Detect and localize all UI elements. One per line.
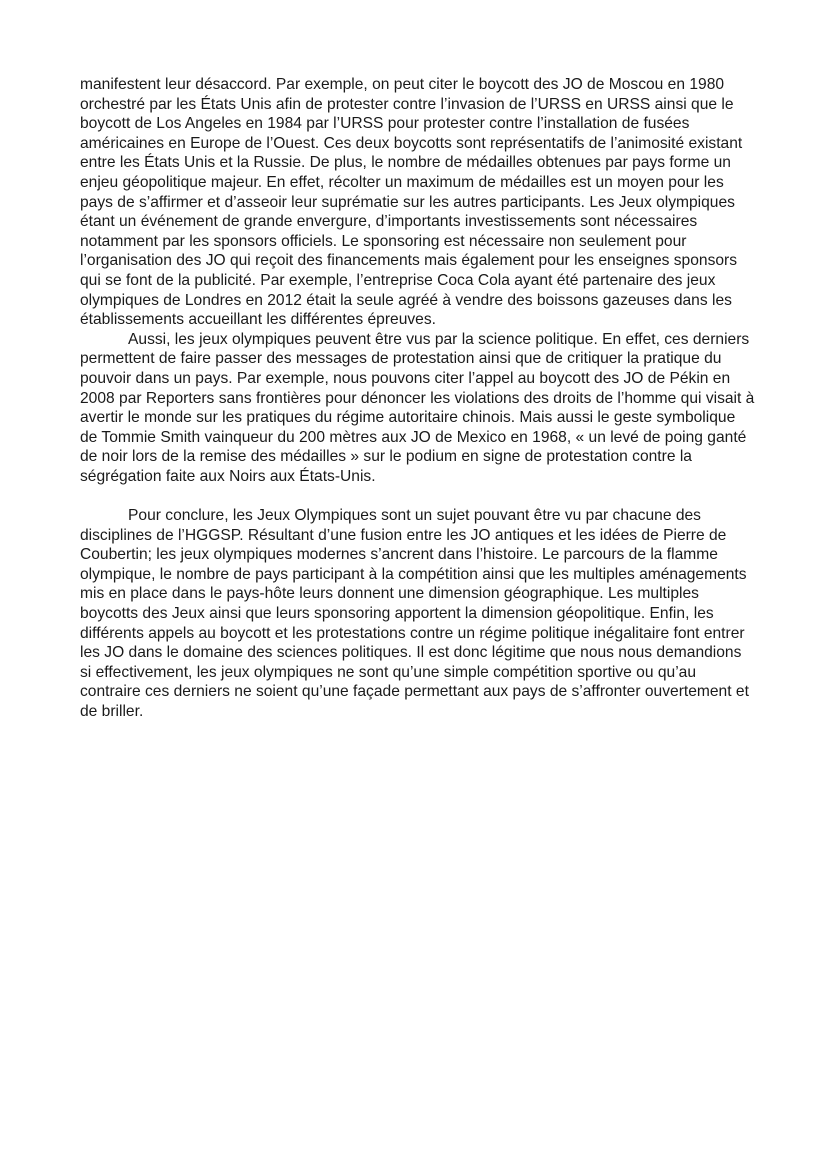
document-page (80, 75, 756, 722)
paragraph-spacer (80, 486, 756, 506)
paragraph-political-science: Aussi, les jeux olympiques peuvent être vus par la science politique. En effet, ces derniers permettent de faire passer des messages de protestation ainsi que de critiquer la pratique du pouvoir dans un pays. Par exemple, nous pouvons citer l’appel au boycott des JO de Pékin en 2008 par Reporters sans frontières pour dénoncer les violations des droits de l’homme qui visait à avertir le monde sur les pratiques du régime autoritaire chinois. Mais aussi le geste symbolique de Tommie Smith vainqueur du 200 mètres aux JO de Mexico en 1968, « un levé de poing ganté de noir lors de la remise des médailles » sur le podium en signe de protestation contre la ségrégation faite aux Noirs aux États-Unis. (80, 330, 755, 485)
paragraph-geopolitics-continued: manifestent leur désaccord. Par exemple, on peut citer le boycott des JO de Moscou en 1980 orchestré par les États Unis afin de protester contre l’invasion de l’URSS en URSS ainsi que le boycott de Los Angeles en 1984 par l’URSS pour protester contre l’installation de fusées américaines en Europe de l’Ouest. Ces deux boycotts sont représentatifs de l’animosité existant entre les États Unis et la Russie. De plus, le nombre de médailles obtenues par pays forme un enjeu géopolitique majeur. En effet, récolter un maximum de médailles est un moyen pour les pays de s’affirmer et d’asseoir leur suprématie sur les autres participants. Les Jeux olympiques étant un événement de grande envergure, d’importants investissements sont nécessaires notamment par les sponsors officiels. Le sponsoring est nécessaire non seulement pour l’organisation des JO qui reçoit des financements mais également pour les enseignes sponsors qui se font de la publicité. Par exemple, l’entreprise Coca Cola ayant été partenaire des jeux olympiques de Londres en 2012 était la seule agréé à vendre des boissons gazeuses dans les établissements accueillant les différentes épreuves. (80, 76, 743, 329)
paragraph-conclusion: Pour conclure, les Jeux Olympiques sont un sujet pouvant être vu par chacune des disciplines de l’HGGSP. Résultant d’une fusion entre les JO antiques et les idées de Pierre de Coubertin; les jeux olympiques modernes s’ancrent dans l’histoire. Le parcours de la flamme olympique, le nombre de pays participant à la compétition ainsi que les multiples aménagements mis en place dans le pays-hôte leurs donnent une dimension géographique. Les multiples boycotts des Jeux ainsi que leurs sponsoring apportent la dimension géopolitique. Enfin, les différents appels au boycott et les protestations contre un régime politique inégalitaire font entrer les JO dans le domaine des sciences politiques. Il est donc légitime que nous nous demandions si effectivement, les jeux olympiques ne sont qu’une simple compétition sportive ou qu’au contraire ces derniers ne soient qu’une façade permettant aux pays de s’affronter ouvertement et de briller. (80, 507, 749, 720)
